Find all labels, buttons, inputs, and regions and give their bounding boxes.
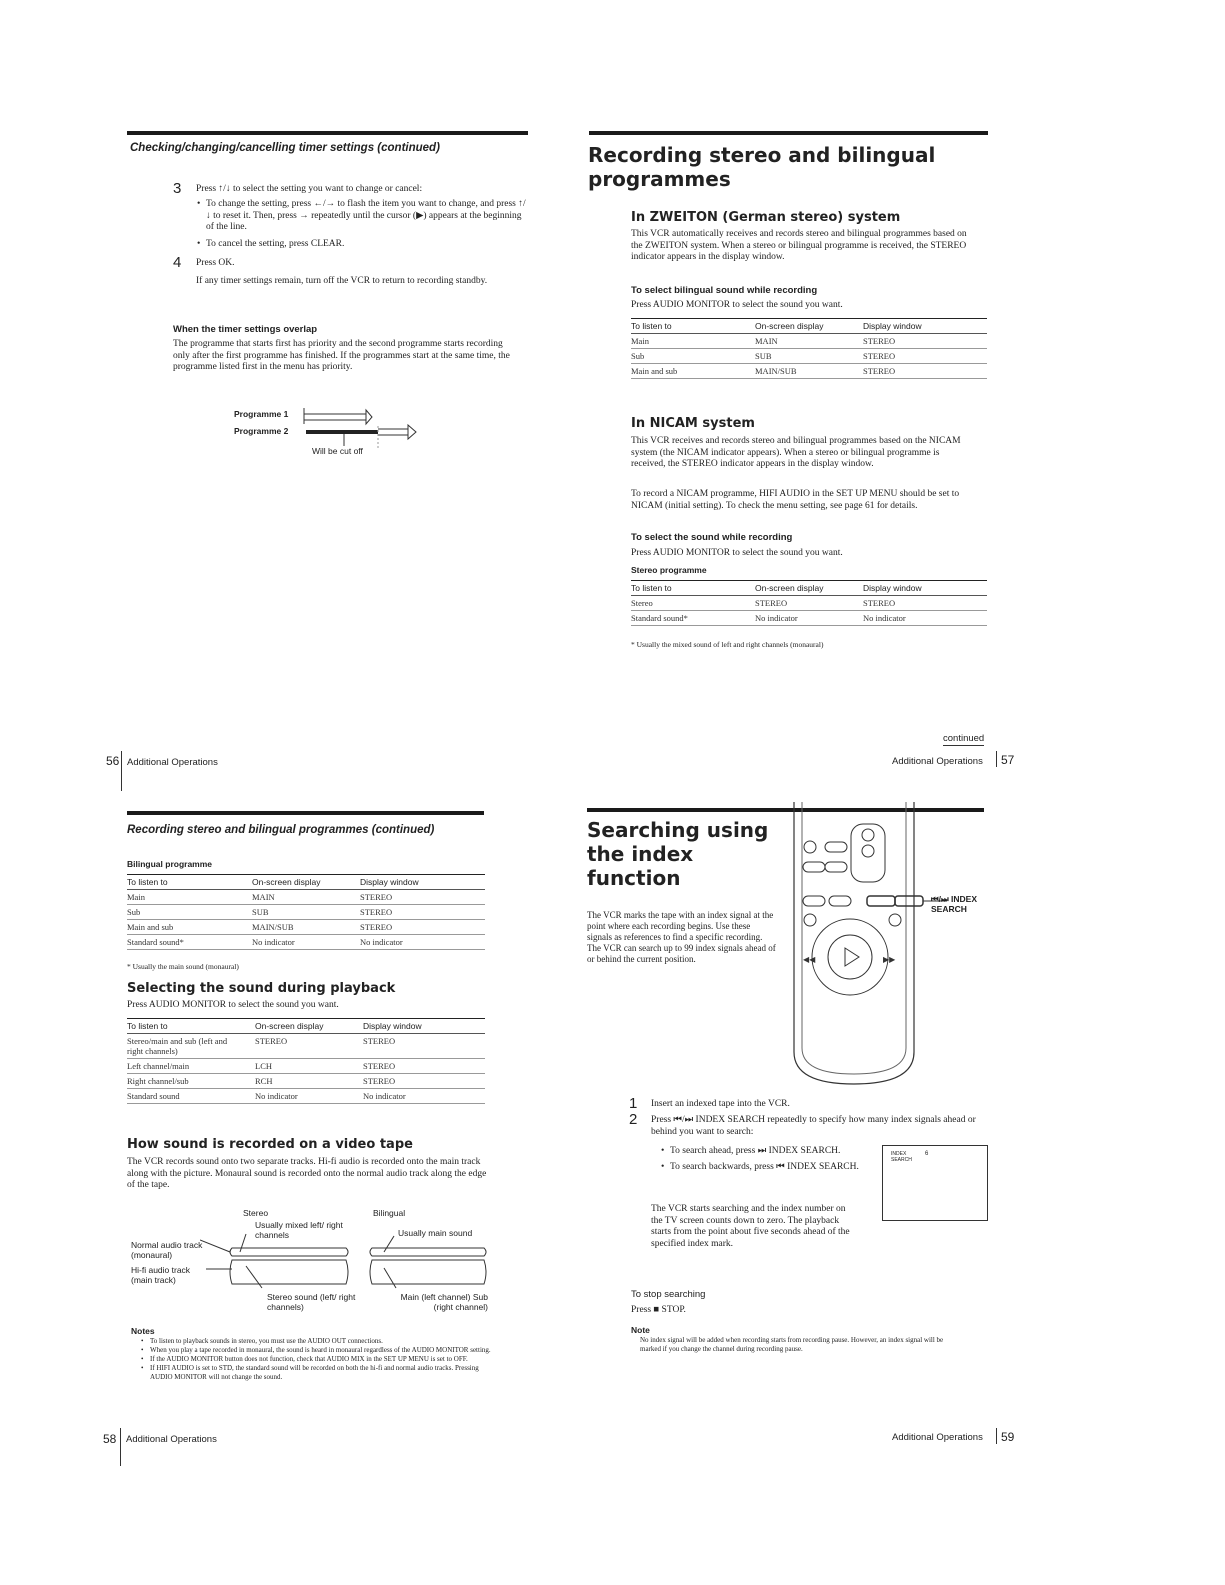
page-title: Recording stereo and bilingual programmes (588, 143, 936, 191)
section-heading: In ZWEITON (German stereo) system (631, 210, 901, 225)
top-rule (589, 131, 988, 135)
column-header: On-screen display (252, 875, 360, 890)
step-number: 3 (173, 180, 182, 197)
section-subheading: When the timer settings overlap (173, 324, 318, 335)
footer-divider (996, 751, 997, 767)
section-subheading: To select bilingual sound while recording (631, 285, 818, 296)
column-header: To listen to (127, 875, 252, 890)
table-cell: No indicator (755, 611, 863, 626)
tv-screen (882, 1145, 988, 1221)
table-cell: Left channel/main (127, 1059, 255, 1074)
table-cell: STEREO (360, 920, 485, 935)
step-bullets (660, 1146, 870, 1173)
footnote: * Usually the mixed sound of left and right channels (monaural) (631, 640, 824, 649)
paragraph: The VCR starts searching and the index number on the TV screen counts down to zero. The playback starts from the point about five seconds ahead of the specified index mark. (651, 1204, 850, 1249)
table-cell: MAIN (252, 890, 360, 905)
table-cell: Main and sub (631, 364, 755, 379)
table-row (127, 1089, 485, 1104)
page-footer: Additional Operations (127, 757, 218, 768)
paragraph: The VCR marks the tape with an index signal at the point where each recording begins. Use these signals as references to find a specific recording. The VCR can search up to 99 index signals ahead of or behind the current position. (587, 910, 776, 964)
table-cell: STEREO (863, 596, 987, 611)
table-cell: STEREO (360, 905, 485, 920)
footer-divider (120, 1428, 121, 1466)
table-cell: MAIN/SUB (252, 920, 360, 935)
section-heading: In NICAM system (631, 416, 755, 431)
bullet-item: • To change the setting, press ←/→ to flash the item you want to change, and press ↑/↓ to reset it. Then, press → repeatedly until the cursor (▶) appears at the beginning of the line. (206, 199, 526, 234)
normal-track-label: Normal audio track (monaural) (131, 1240, 203, 1260)
sound-table (631, 580, 987, 626)
page-number: 58 (103, 1432, 117, 1446)
step-number: 1 (629, 1095, 638, 1112)
table-cell: Main (631, 334, 755, 349)
table-cell: STEREO (363, 1074, 485, 1089)
screen-index-number: 6 (925, 1151, 929, 1157)
sound-table (127, 1018, 485, 1104)
table-row (127, 905, 485, 920)
table-row (127, 890, 485, 905)
column-header: On-screen display (755, 319, 863, 334)
table-cell: STEREO (363, 1034, 485, 1059)
table-cell: No indicator (252, 935, 360, 950)
table-cell: Sub (127, 905, 252, 920)
table-cell: No indicator (360, 935, 485, 950)
table-row (127, 935, 485, 950)
column-header: Display window (363, 1019, 485, 1034)
step-number: 4 (173, 254, 182, 271)
page-footer: Additional Operations (126, 1434, 217, 1445)
column-header: On-screen display (755, 581, 863, 596)
table-cell: STEREO (863, 349, 987, 364)
table-cell: MAIN/SUB (755, 364, 863, 379)
page-footer: Additional Operations (892, 756, 983, 767)
table-row (127, 1059, 485, 1074)
page-number: 56 (106, 754, 120, 768)
sound-table (631, 318, 987, 379)
section-subheading: To stop searching (631, 1289, 706, 1300)
table-cell: STEREO (360, 890, 485, 905)
paragraph: Press AUDIO MONITOR to select the sound you want. (127, 1000, 339, 1010)
table-row (127, 1034, 485, 1059)
paragraph: Press ■ STOP. (631, 1305, 686, 1315)
table-cell: Stereo/main and sub (left and right channels) (127, 1034, 255, 1059)
column-header: Display window (360, 875, 485, 890)
table-cell: STEREO (255, 1034, 363, 1059)
step-text: Press ↑/↓ to select the setting you want to change or cancel: (196, 184, 423, 194)
svg-text:▶▶: ▶▶ (883, 955, 896, 964)
notes-heading: Notes (131, 1326, 155, 1336)
paragraph: This VCR automatically receives and records stereo and bilingual programmes based on the ZWEITON system. When a stereo or bilingual programme is received, the STEREO indicator appears in the display window. (631, 229, 967, 262)
table-cell: No indicator (255, 1089, 363, 1104)
step-text: Press ⏮/⏭ INDEX SEARCH repeatedly to specify how many index signals ahead or behind you want to search: (651, 1115, 976, 1137)
bullet-item: • To cancel the setting, press CLEAR. (206, 239, 526, 251)
table-cell: LCH (255, 1059, 363, 1074)
svg-text:◀◀: ◀◀ (803, 955, 816, 964)
note-item: • To listen to playback sounds in stereo, you must use the AUDIO OUT connections. (150, 1337, 496, 1346)
table-cell: STEREO (863, 334, 987, 349)
step-number: 2 (629, 1111, 638, 1128)
table-caption: Stereo programme (631, 565, 707, 575)
hifi-track-label: Hi-fi audio track (main track) (131, 1265, 191, 1285)
table-row (631, 349, 987, 364)
table-caption: Bilingual programme (127, 859, 213, 869)
main-sound-label: Usually main sound (398, 1228, 473, 1238)
page-footer: Additional Operations (892, 1432, 983, 1443)
column-header: Display window (863, 319, 987, 334)
table-cell: STEREO (755, 596, 863, 611)
footer-divider (996, 1428, 997, 1444)
bullet-item: • To search ahead, press ⏭ INDEX SEARCH. (670, 1146, 870, 1158)
paragraph: To record a NICAM programme, HIFI AUDIO in the SET UP MENU should be set to NICAM (initial setting). To check the menu setting, see page 61 for details. (631, 489, 960, 511)
table-row (631, 334, 987, 349)
section-heading: Selecting the sound during playback (127, 981, 396, 996)
sound-table (127, 874, 485, 950)
programme-1-label: Programme 1 (234, 409, 289, 419)
paragraph: Press AUDIO MONITOR to select the sound you want. (631, 548, 843, 558)
mixed-label: Usually mixed left/ right channels (255, 1220, 343, 1240)
page-header: Recording stereo and bilingual programmes (continued) (127, 824, 435, 836)
footer-divider (121, 751, 122, 791)
table-cell: Stereo (631, 596, 755, 611)
top-rule (127, 811, 484, 815)
paragraph: This VCR receives and records stereo and bilingual programmes based on the NICAM system (the NICAM indicator appears). When a stereo or bilingual programme is received, the STEREO indicator appears in the display window. (631, 436, 961, 469)
column-header: Display window (863, 581, 987, 596)
main-sub-label: Main (left channel) Sub (right channel) (400, 1292, 488, 1312)
table-cell: Right channel/sub (127, 1074, 255, 1089)
continued-label: continued (943, 733, 985, 744)
table-cell: MAIN (755, 334, 863, 349)
table-cell: STEREO (363, 1059, 485, 1074)
column-header: On-screen display (255, 1019, 363, 1034)
note-heading: Note (631, 1325, 650, 1335)
note-item: • If the AUDIO MONITOR button does not function, check that AUDIO MIX in the SET UP MENU is set to OFF. (150, 1355, 496, 1364)
table-cell: SUB (755, 349, 863, 364)
column-header: To listen to (631, 581, 755, 596)
step-text: Press OK. (196, 258, 235, 268)
step-bullets (196, 199, 526, 250)
table-row (631, 611, 987, 626)
programme-2-label: Programme 2 (234, 426, 289, 436)
tape-diagram (200, 1230, 490, 1290)
remote-button-label: ⏮/⏭ INDEX SEARCH (931, 894, 978, 914)
paragraph: The VCR records sound onto two separate tracks. Hi-fi audio is recorded onto the main track along with the picture. Monaural sound is recorded onto the normal audio track along the edge of the tape. (127, 1157, 487, 1190)
table-row (127, 1074, 485, 1089)
page-number: 57 (1001, 753, 1015, 767)
table-cell: Main and sub (127, 920, 252, 935)
section-subheading: To select the sound while recording (631, 532, 793, 543)
notes-list (140, 1337, 496, 1382)
table-cell: Standard sound (127, 1089, 255, 1104)
bilingual-label: Bilingual (373, 1208, 406, 1218)
note-item: • When you play a tape recorded in monaural, the sound is heard in monaural regardless of the AUDIO MONITOR setting. (150, 1346, 496, 1355)
table-row (631, 596, 987, 611)
stereo-sound-label: Stereo sound (left/ right channels) (267, 1292, 356, 1312)
page-header: Checking/changing/cancelling timer settings (continued) (130, 142, 440, 154)
table-cell: Main (127, 890, 252, 905)
top-rule (127, 131, 528, 135)
step-note: If any timer settings remain, turn off the VCR to return to recording standby. (196, 276, 488, 286)
step-text: Insert an indexed tape into the VCR. (651, 1099, 790, 1109)
bullet-item: • To search backwards, press ⏮ INDEX SEARCH. (670, 1162, 870, 1174)
table-cell: STEREO (863, 364, 987, 379)
table-row (127, 920, 485, 935)
table-cell: Standard sound* (127, 935, 252, 950)
footnote: * Usually the main sound (monaural) (127, 962, 239, 971)
table-cell: RCH (255, 1074, 363, 1089)
page-title: Searching using the index function (587, 818, 769, 890)
overlap-diagram (300, 400, 430, 450)
column-header: To listen to (631, 319, 755, 334)
paragraph: The programme that starts first has priority and the second programme starts recording only after the first programme has finished. If the programmes start at the same time, the programme listed first in the menu has priority. (173, 339, 510, 372)
table-row (631, 364, 987, 379)
screen-index-label: INDEX SEARCH (891, 1151, 912, 1163)
stereo-label: Stereo (243, 1208, 269, 1218)
table-cell: Sub (631, 349, 755, 364)
note-text: No index signal will be added when recording starts from recording pause. However, an index signal will be marked if you change the channel during recording pause. (640, 1336, 944, 1353)
table-cell: No indicator (863, 611, 987, 626)
column-header: To listen to (127, 1019, 255, 1034)
table-cell: SUB (252, 905, 360, 920)
note-item: • If HIFI AUDIO is set to STD, the standard sound will be recorded on both the hi-fi and normal audio tracks. Pressing AUDIO MONITOR will not change the sound. (150, 1364, 496, 1382)
section-heading: How sound is recorded on a video tape (127, 1137, 413, 1152)
table-cell: No indicator (363, 1089, 485, 1104)
remote-control-illustration (785, 802, 985, 1092)
table-cell: Standard sound* (631, 611, 755, 626)
page-number: 59 (1001, 1430, 1015, 1444)
cut-off-label: Will be cut off (312, 446, 363, 456)
paragraph: Press AUDIO MONITOR to select the sound you want. (631, 300, 843, 310)
